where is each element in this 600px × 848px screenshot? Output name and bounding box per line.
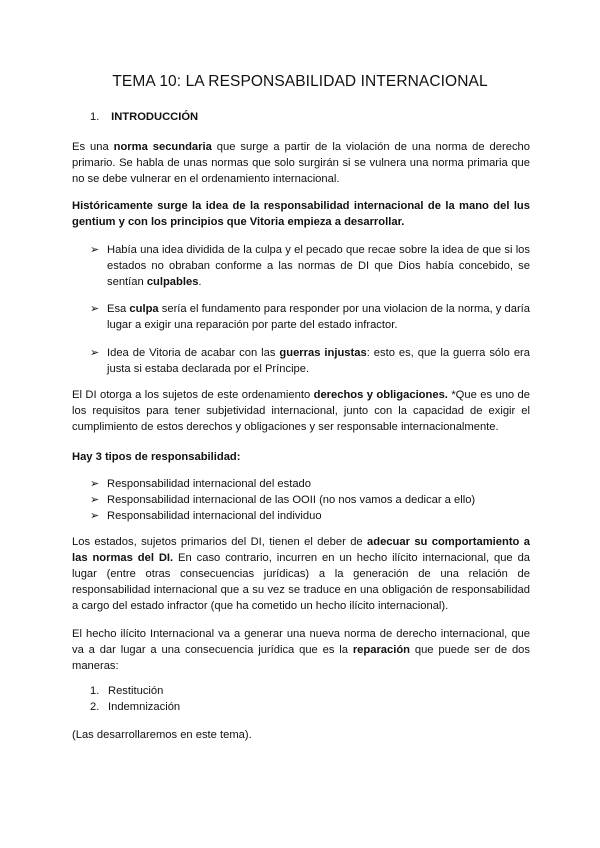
paragraph-derechos-obligaciones: [72, 387, 530, 435]
bold-text: culpa: [129, 303, 159, 315]
paragraph-hecho-ilicito: [72, 626, 530, 674]
bullet-text: [107, 345, 530, 377]
text: que puede ser de dos maneras:: [72, 644, 530, 672]
bullet-guerras-injustas: [90, 345, 530, 377]
bullet-text: [107, 301, 530, 333]
text: En caso contrario, incurren en un hecho ilícito internacional, que da lugar (entre otras consecuencias jurídicas) a la generación de una relación de responsabilidad internacional que a su vez se traduce en una obligación de responsabilidad a cargo del estado infractor (que ha cometido un hecho ilícito internacional).: [72, 552, 531, 612]
bold-text: guerras injustas: [279, 347, 367, 359]
list-item: [90, 492, 530, 508]
section-heading: [90, 111, 198, 123]
list-item-text: Responsabilidad internacional del individuo: [107, 510, 322, 522]
arrow-bullet-icon: ➢: [90, 303, 100, 315]
list-item: [90, 476, 530, 492]
arrow-bullet-icon: ➢: [90, 347, 100, 359]
arrow-bullet-icon: ➢: [90, 510, 100, 522]
paragraph-tipos-heading: Hay 3 tipos de responsabilidad:: [72, 451, 241, 463]
text: *Que es uno de los requisitos para tener subjetividad internacional, junto con la capacidad de exigir el cumplimiento de estos derechos y obligaciones y ser responsable internacionalmente.: [72, 389, 531, 433]
bullet-culpa-pecado: [90, 242, 530, 290]
list-item: [90, 683, 180, 699]
page-title: TEMA 10: LA RESPONSABILIDAD INTERNACIONAL: [112, 73, 488, 90]
arrow-bullet-icon: ➢: [90, 494, 100, 506]
list-item-text: Restitución: [108, 685, 164, 697]
list-item-text: Indemnización: [108, 701, 181, 713]
text: El DI otorga a los sujetos de este ordenamiento: [72, 389, 314, 401]
text: Esa: [107, 303, 130, 315]
list-item: [90, 508, 530, 524]
arrow-bullet-icon: ➢: [90, 478, 100, 490]
bullet-culpa-fundamento: [90, 301, 530, 333]
list-item: [90, 699, 180, 715]
text: Los estados, sujetos primarios del DI, tienen el deber de: [72, 536, 368, 548]
text: Había una idea dividida de la culpa y el pecado que recae sobre la idea de que si los estados no obraban conforme a las normas de DI que Dios había concebido, se sentían: [107, 244, 530, 288]
bold-text: derechos y obligaciones.: [313, 389, 448, 401]
text: .: [198, 276, 202, 288]
text: que surge a partir de la violación de una norma de derecho primario. Se habla de unas normas que solo surgirán si se vulnera una norma primaria que no se debe vulnerar en el ordenamiento internacional.: [72, 141, 530, 185]
list-item-text: Responsabilidad internacional de las OOII (no nos vamos a dedicar a ello): [107, 494, 476, 506]
list-item-text: Responsabilidad internacional del estado: [107, 478, 312, 490]
text: sería el fundamento para responder por una violacion de la norma, y daría lugar a exigir una reparación por parte del estado infractor.: [107, 303, 531, 331]
text: Es una: [72, 141, 114, 153]
bold-text: culpables: [146, 276, 199, 288]
list-tipos-responsabilidad: [90, 476, 530, 524]
paragraph-norma-secundaria: [72, 139, 530, 187]
bold-text: adecuar su comportamiento a las normas del DI.: [72, 536, 530, 564]
bold-text: norma secundaria: [113, 141, 212, 153]
list-number: 1.: [90, 685, 100, 697]
section-label: INTRODUCCIÓN: [111, 111, 199, 123]
arrow-bullet-icon: ➢: [90, 244, 100, 256]
paragraph-closing: (Las desarrollaremos en este tema).: [72, 729, 252, 741]
paragraph-historicamente: Históricamente surge la idea de la responsabilidad internacional de la mano del lus gentium y con los principios que Vitoria empieza a desarrollar.: [72, 200, 530, 228]
bold-text: reparación: [352, 644, 411, 656]
text: Idea de Vitoria de acabar con las: [107, 347, 280, 359]
text: El hecho ilícito Internacional va a generar una nueva norma de derecho internacional, que va a dar lugar a una consecuencia jurídica que es la: [72, 628, 530, 656]
bullet-text: [107, 242, 530, 290]
list-reparaciones: [90, 683, 180, 715]
list-number: 2.: [90, 701, 100, 713]
paragraph-estados-deber: [72, 534, 530, 614]
text: : esto es, que la guerra sólo era justa si estaba declarada por el Príncipe.: [107, 347, 530, 375]
section-number: 1.: [90, 111, 100, 123]
